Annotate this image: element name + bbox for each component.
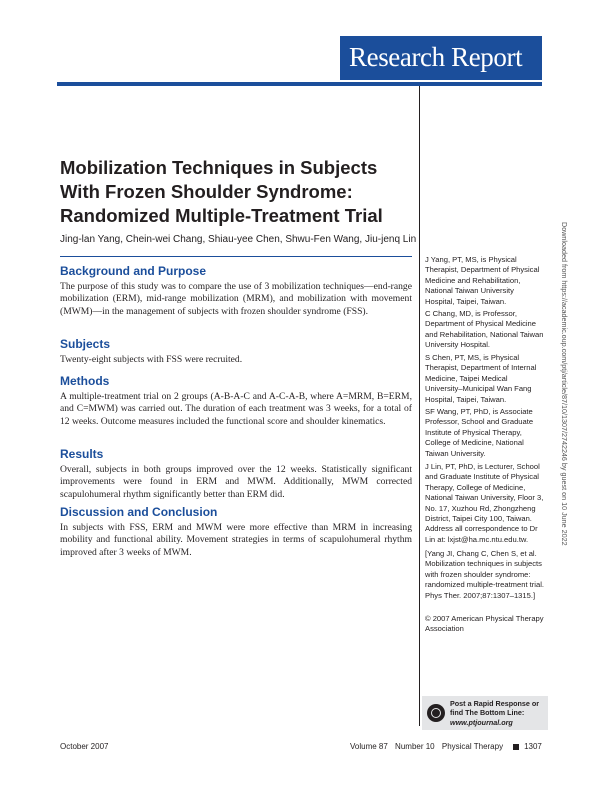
square-icon: [513, 744, 519, 750]
footer-journal: Physical Therapy: [441, 742, 504, 751]
section-body: A multiple-treatment trial on 2 groups (A-B-A-C and A-C-A-B, where A=MRM, B=ERM, and C=MWM) was carried out. The duration of each treatment was 3 weeks, for a total of 12 weeks. Outcome measures included the functional score and shoulder kinematics.: [60, 391, 412, 427]
response-icon: [427, 704, 445, 722]
section-results: [60, 447, 412, 501]
footer-issue-info: [350, 742, 547, 751]
title-line: With Frozen Shoulder Syndrome:: [60, 181, 353, 202]
affiliation-lin: J Lin, PT, PhD, is Lecturer, School and Graduate Institute of Physical Therapy, College of Medicine, National Taiwan University, Floor 3, No. 17, Xuzhou Rd, Zhongzheng District, Taipei City 100, Taiwan. Address all correspondence to Dr Lin at: lxjst@ha.mc.ntu.edu.tw.: [425, 462, 544, 544]
section-body: Twenty-eight subjects with FSS were recruited.: [60, 354, 243, 365]
section-background: [60, 264, 412, 318]
copyright: © 2007 American Physical Therapy Association: [425, 614, 544, 634]
affiliation-yang: J Yang, PT, MS, is Physical Therapist, Department of Physical Medicine and Rehabilitation, National Taiwan University Hospital, Taipei, Taiwan.: [425, 255, 540, 306]
author-list: Jing-lan Yang, Chein-wei Chang, Shiau-yee Chen, Shwu-Fen Wang, Jiu-jenq Lin: [60, 234, 417, 245]
title-line: Mobilization Techniques in Subjects: [60, 157, 378, 178]
report-type-banner: [340, 36, 542, 80]
banner-title: Research Report: [349, 42, 523, 72]
section-body: Overall, subjects in both groups improved over the 12 weeks. Statistically significant improvements were found in ERM and MWM. Additionally, MWM corrected scapulohumeral rhythm significantly better than ERM did.: [60, 464, 412, 500]
section-methods: [60, 374, 412, 428]
section-body: The purpose of this study was to compare the use of 3 mobilization techniques—end-range mobilization (ERM), mid-range mobilization (MRM), and mobilization with movement (MWM)—in the management of subjects with frozen shoulder syndrome (FSS).: [60, 281, 412, 317]
section-heading: Subjects: [60, 337, 111, 351]
rapid-response-line: Post a Rapid Response or: [450, 699, 540, 708]
affiliation-chang: C Chang, MD, is Professor, Department of Physical Medicine and Rehabilitation, National Taiwan University Hospital.: [425, 309, 544, 350]
footer-volume: Volume 87: [350, 742, 388, 751]
title-line: Randomized Multiple-Treatment Trial: [60, 205, 383, 226]
journal-url-link[interactable]: www.ptjournal.org: [450, 717, 513, 727]
section-discussion: [60, 505, 412, 559]
section-heading: Discussion and Conclusion: [60, 505, 218, 519]
rapid-response-text: [450, 699, 546, 727]
column-divider: [419, 86, 420, 726]
section-body: In subjects with FSS, ERM and MWM were more effective than MRM in increasing mobility and functional ability. Movement strategies in terms of scapulohumeral rhythm improved after 3 weeks of MWM.: [60, 522, 412, 558]
abstract-rule: [60, 256, 412, 257]
rapid-response-line: find The Bottom Line:: [450, 708, 525, 718]
affiliation-chen: S Chen, PT, MS, is Physical Therapist, Department of Internal Medicine, Taipei Medical University–Municipal Wan Fang Hospital, Taipei, Taiwan.: [425, 353, 537, 404]
footer-page: 1307: [524, 742, 542, 751]
section-heading: Background and Purpose: [60, 264, 207, 278]
rapid-response-box[interactable]: [422, 696, 548, 730]
header-rule: [57, 82, 542, 86]
section-subjects: [60, 337, 412, 366]
section-heading: Results: [60, 447, 104, 461]
article-title: [60, 156, 420, 228]
footer-number: Number 10: [395, 742, 435, 751]
citation: [Yang JI, Chang C, Chen S, et al. Mobilization techniques in subjects with frozen shoulder syndrome: randomized multiple-treatment trial. Phys Ther. 2007;87:1307–1315.]: [425, 549, 545, 600]
affiliation-wang: SF Wang, PT, PhD, is Associate Professor, School and Graduate Institute of Physical Therapy, College of Medicine, National Taiwan University.: [425, 407, 534, 458]
download-note: Downloaded from https://academic.oup.com/ptj/article/87/10/1307/2742246 by guest on 10 June 2022: [560, 222, 569, 546]
footer-date: October 2007: [60, 742, 109, 751]
section-heading: Methods: [60, 374, 110, 388]
